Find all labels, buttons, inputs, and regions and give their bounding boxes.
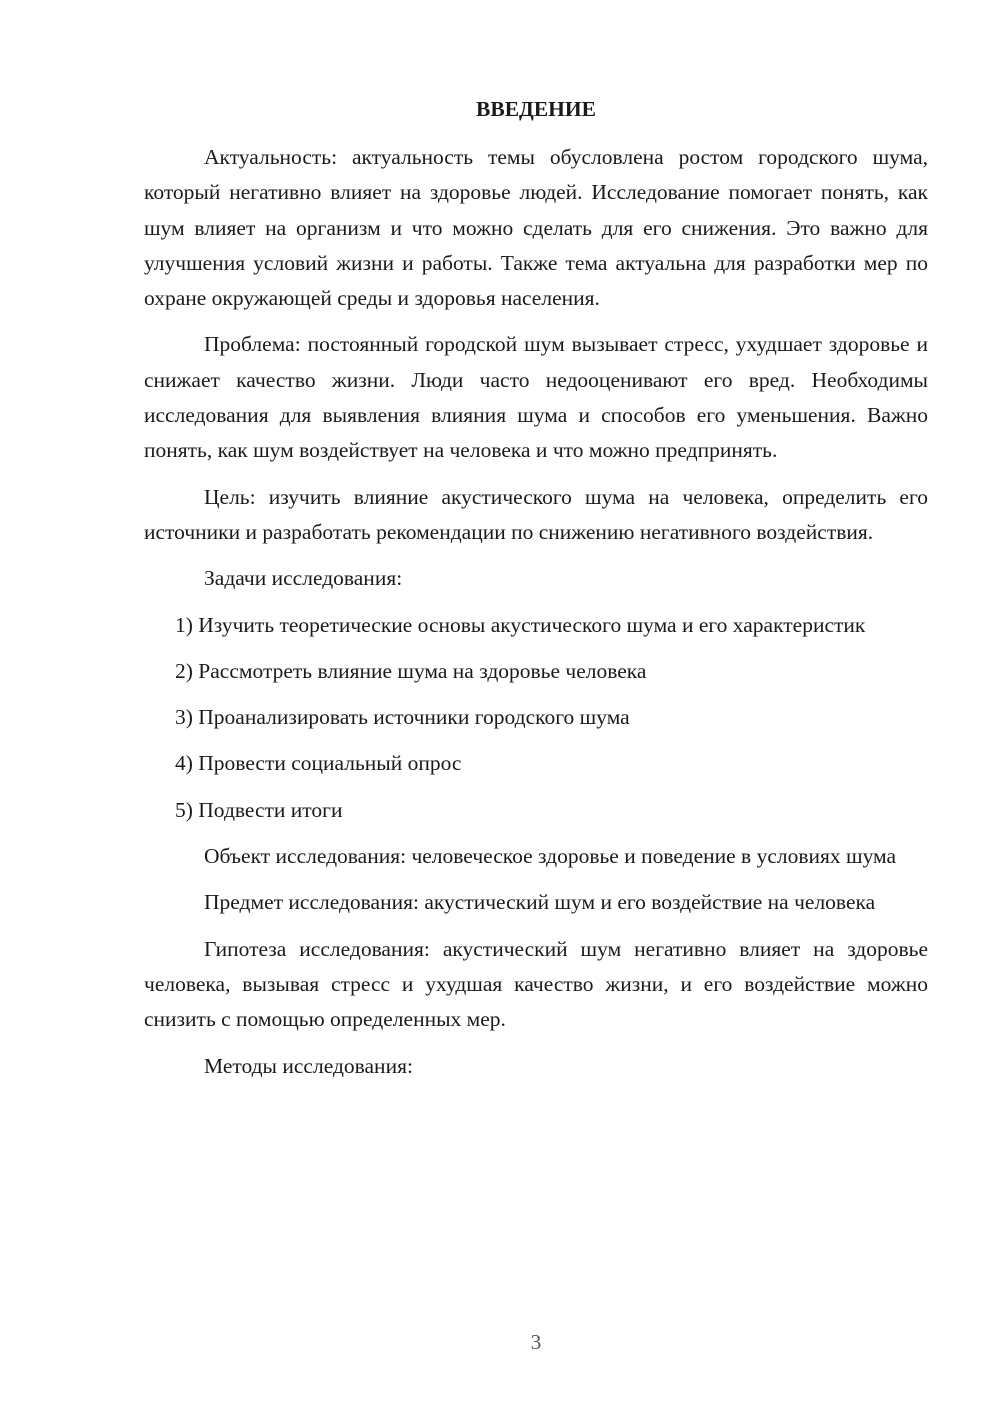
object-paragraph: Объект исследования: человеческое здоровье и поведение в условиях шума: [204, 844, 897, 869]
subject-paragraph: Предмет исследования: акустический шум и его воздействие на человека: [204, 890, 876, 915]
page-title: ВВЕДЕНИЕ: [476, 97, 596, 121]
task-item-2: 2) Рассмотреть влияние шума на здоровье человека: [175, 658, 647, 683]
relevance-paragraph: Актуальность: актуальность темы обусловлена ростом городского шума, который негативно влияет на здоровье людей. Исследование помогает понять, как шум влияет на организм и что можно сделать для его снижения. Это важно для улучшения условий жизни и работы. Также тема актуальна для разработки мер по охране окружающей среды и здоровья населения.: [144, 145, 928, 311]
tasks-heading: Задачи исследования:: [204, 566, 403, 591]
page-number: 3: [530, 1330, 542, 1354]
task-item-4: 4) Провести социальный опрос: [175, 751, 462, 776]
goal-paragraph: Цель: изучить влияние акустического шума на человека, определить его источники и разработать рекомендации по снижению негативного воздействия.: [144, 484, 928, 544]
task-item-1: 1) Изучить теоретические основы акустического шума и его характеристик: [175, 612, 866, 637]
task-item-5: 5) Подвести итоги: [175, 797, 343, 822]
problem-paragraph: Проблема: постоянный городской шум вызывает стресс, ухудшает здоровье и снижает качество жизни. Люди часто недооценивают его вред. Необходимы исследования для выявления влияния шума и способов его уменьшения. Важно понять, как шум воздействует на человека и что можно предпринять.: [144, 332, 928, 463]
hypothesis-paragraph: Гипотеза исследования: акустический шум негативно влияет на здоровье человека, вызывая стресс и ухудшая качество жизни, и его воздействие можно снизить с помощью определенных мер.: [144, 936, 928, 1032]
page-content: [144, 92, 928, 1095]
methods-heading: Методы исследования:: [204, 1053, 413, 1078]
task-item-3: 3) Проанализировать источники городского шума: [175, 705, 630, 730]
